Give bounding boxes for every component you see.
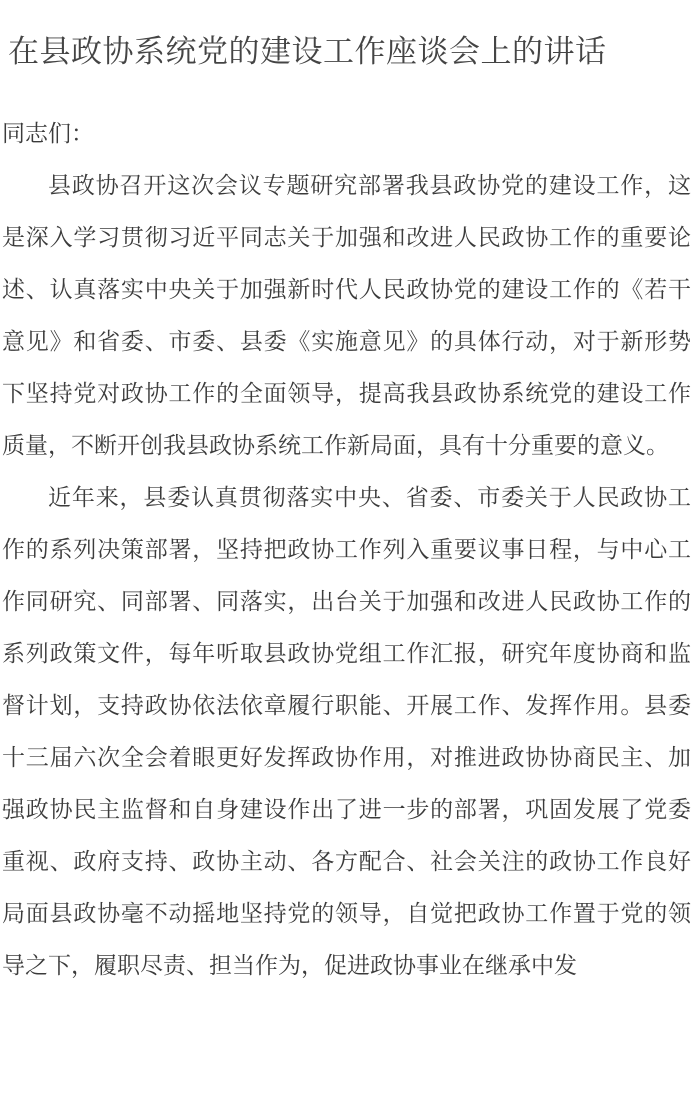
paragraph-1: 县政协召开这次会议专题研究部署我县政协党的建设工作，这是深入学习贯彻习近平同志关于加强和改进人民政协工作的重要论述、认真落实中央关于加强新时代人民政协党的建设工作的《若干意见》和省委、市委、县委《实施意见》的具体行动，对于新形势下坚持党对政协工作的全面领导，提高我县政协系统党的建设工作质量，不断开创我县政协系统工作新局面，具有十分重要的意义。 (2, 173, 691, 459)
document-title: 在县政协系统党的建设工作座谈会上的讲话 (8, 34, 607, 70)
greeting: 同志们： (2, 121, 94, 147)
paragraph-2: 近年来，县委认真贯彻落实中央、省委、市委关于人民政协工作的系列决策部署，坚持把政协工作列入重要议事日程，与中心工作同研究、同部署、同落实，出台关于加强和改进人民政协工作的系列政策文件，每年听取县政协党组工作汇报，研究年度协商和监督计划，支持政协依法依章履行职能、开展工作、发挥作用。县委十三届六次全会着眼更好发挥政协作用，对推进政协协商民主、加强政协民主监督和自身建设作出了进一步的部署，巩固发展了党委重视、政府支持、政协主动、各方配合、社会关注的政协工作良好局面县政协毫不动摇地坚持党的领导，自觉把政协工作置于党的领导之下，履职尽责、担当作为，促进政协事业在继承中发 (2, 485, 691, 979)
